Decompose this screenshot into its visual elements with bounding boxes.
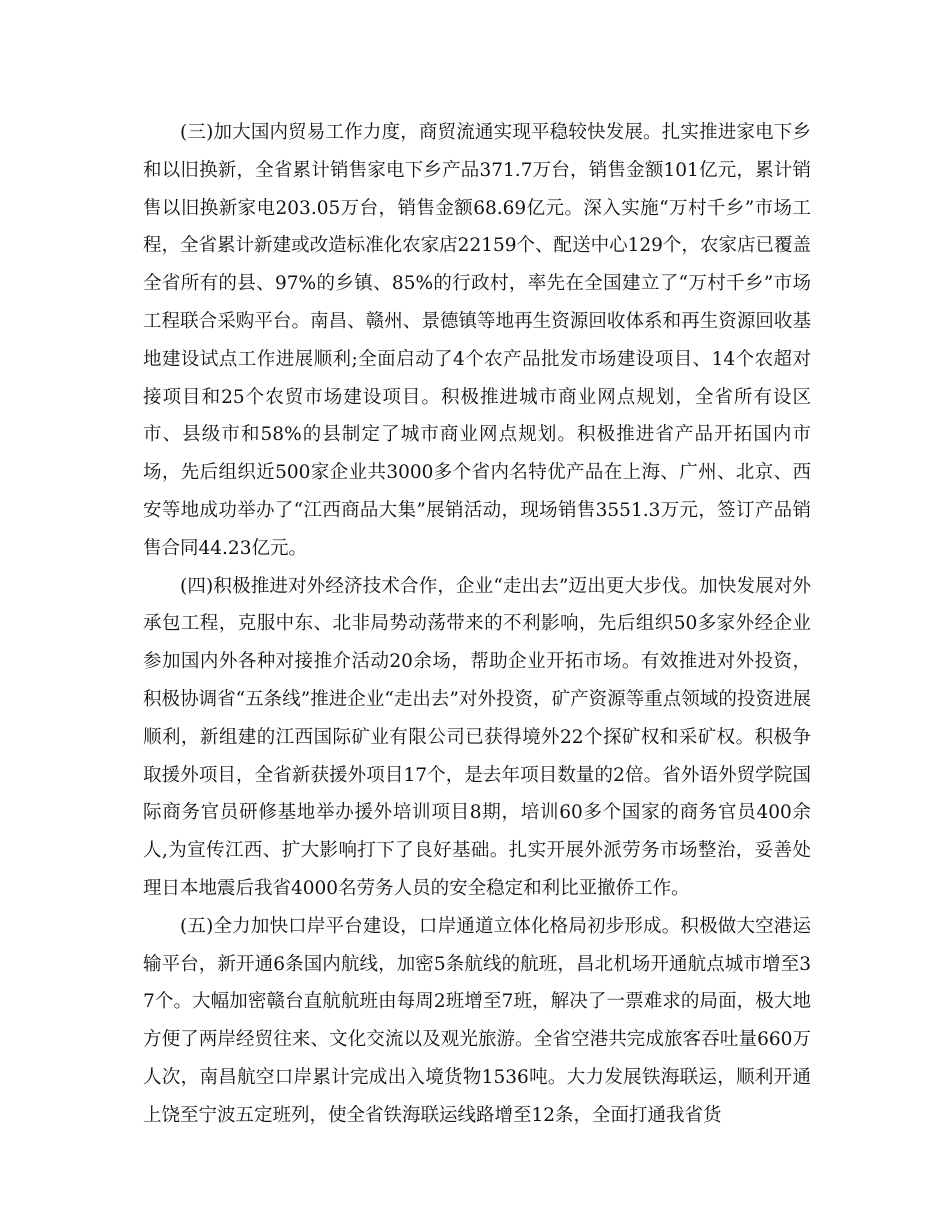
document-body (143, 114, 811, 1135)
paragraph-port-platform: (五)全力加快口岸平台建设，口岸通道立体化格局初步形成。积极做大空港运输平台，新开通6条国内航线，加密5条航线的航班，昌北机场开通航点城市增至37个。大幅加密赣台直航航班由每周2班增至7班，解决了一票难求的局面，极大地方便了两岸经贸往来、文化交流以及观光旅游。全省空港共完成旅客吞吐量660万人次，南昌航空口岸累计完成出入境货物1536吨。大力发展铁海联运，顺利开通上饶至宁波五定班列，使全省铁海联运线路增至12条，全面打通我省货 (143, 915, 811, 1126)
paragraph-foreign-economic-cooperation: (四)积极推进对外经济技术合作，企业“走出去”迈出更大步伐。加快发展对外承包工程，克服中东、北非局势动荡带来的不利影响，先后组织50多家外经企业参加国内外各种对接推介活动20余场，帮助企业开拓市场。有效推进对外投资，积极协调省“五条线”推进企业“走出去”对外投资，矿产资源等重点领域的投资进展顺利，新组建的江西国际矿业有限公司已获得境外22个探矿权和采矿权。积极争取援外项目，全省新获援外项目17个，是去年项目数量的2倍。省外语外贸学院国际商务官员研修基地举办援外培训项目8期，培训60多个国家的商务官员400余人,为宣传江西、扩大影响打下了良好基础。扎实开展外派劳务市场整治，妥善处理日本地震后我省4000名劳务人员的安全稳定和利比亚撤侨工作。 (143, 575, 811, 899)
paragraph-domestic-trade: (三)加大国内贸易工作力度，商贸流通实现平稳较快发展。扎实推进家电下乡和以旧换新，全省累计销售家电下乡产品371.7万台，销售金额101亿元，累计销售以旧换新家电203.05万台，销售金额68.69亿元。深入实施“万村千乡”市场工程，全省累计新建或改造标准化农家店22159个、配送中心129个，农家店已覆盖全省所有的县、97%的乡镇、85%的行政村，率先在全国建立了“万村千乡”市场工程联合采购平台。南昌、赣州、景德镇等地再生资源回收体系和再生资源回收基地建设试点工作进展顺利;全面启动了4个农产品批发市场建设项目、14个农超对接项目和25个农贸市场建设项目。积极推进城市商业网点规划，全省所有设区市、县级市和58%的县制定了城市商业网点规划。积极推进省产品开拓国内市场，先后组织近500家企业共3000多个省内名特优产品在上海、广州、北京、西安等地成功举办了“江西商品大集”展销活动，现场销售3551.3万元，签订产品销售合同44.23亿元。 (143, 122, 811, 559)
